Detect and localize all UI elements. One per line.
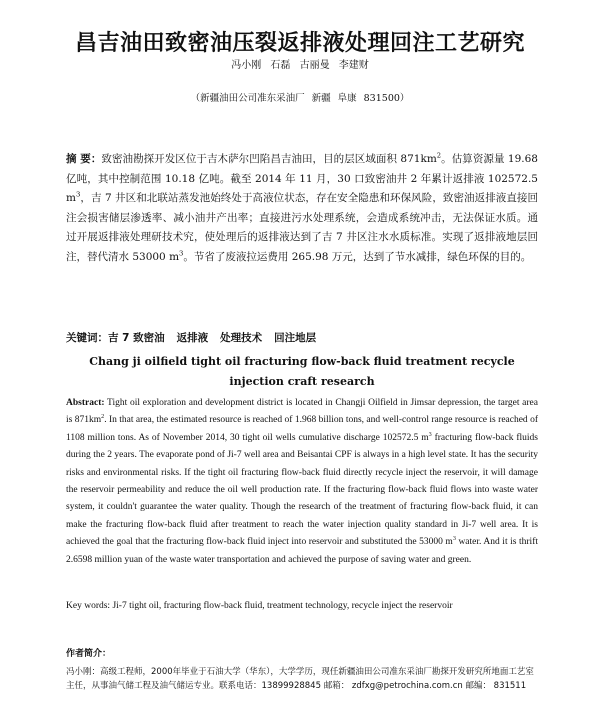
abstract-english-text: Tight oil exploration and development district is located in Changji Oilfield in Jimsar depression, the target area is 871km <box>66 398 538 426</box>
superscript: 3 <box>452 536 456 543</box>
abstract-chinese-text: 。估算资源量 19.68 亿吨，其中控制范围 10.18 亿吨。截至 2014 年 11 月，30 口致密油井 2 年累计返排液 102572.5 m <box>66 153 538 205</box>
abstract-chinese-text: 。节省了废液拉运费用 265.98 万元，达到了节水减排，绿色环保的目的。 <box>183 250 532 263</box>
english-title: Chang ji oilfield tight oil fracturing flow-back fluid treatment recycle injection craft research <box>89 355 515 388</box>
keyword-term: 回注地层 <box>274 332 317 344</box>
abstract-english-text: water. And it is thrift 2.6598 million yuan of the waste water transportation and achieved the purpose of saving water and green. <box>66 537 538 565</box>
author-list: 冯小刚 石磊 古丽曼 李建财 <box>231 60 369 71</box>
keywords-chinese-label: 关键词： <box>66 332 108 344</box>
superscript: 3 <box>428 431 432 438</box>
affiliation: （新疆油田公司准东采油厂 新疆 阜康 831500） <box>190 93 410 104</box>
superscript: 3 <box>179 249 184 258</box>
paper-title: 昌吉油田致密油压裂返排液处理回注工艺研究 <box>74 31 525 56</box>
keyword-term: 返排液 <box>176 332 209 344</box>
abstract-chinese-text: ，吉 7 井区和北联站蒸发池始终处于高液位状态，存在安全隐患和环保风险，致密油返排液直接回注会损害储层渗透率、减小油井产出率；直接进污水处理系统，会造成系统冲击，无法保证水质。通过开展返排液处理研技术究，使处理后的返排液达到了吉 7 井区注水水质标准。实现了返排液地层回注，替代清水 53000 m <box>66 192 538 263</box>
keyword-term: 吉 7 致密油 <box>108 332 165 344</box>
abstract-chinese-text: 致密油勘探开发区位于吉木萨尔凹陷昌吉油田，目的层区域面积 871km <box>101 153 437 165</box>
superscript: 2 <box>436 151 442 160</box>
keywords-english: Key words: Ji-7 tight oil, fracturing flow-back fluid, treatment technology, recycle inject the reservoir <box>66 601 453 611</box>
keywords-chinese <box>66 330 538 345</box>
abstract-english-label: Abstract: <box>66 398 105 408</box>
abstract-english-text: . In that area, the estimated resource is reached of 1.968 billion tons, and well-control range resource is reached of 1108 million tons. As of November 2014, 30 tight oil wells cumulative discharge 102572.5 m <box>66 415 538 443</box>
keyword-term: 处理技术 <box>220 332 263 344</box>
abstract-chinese <box>66 150 538 268</box>
abstract-english <box>66 395 538 569</box>
abstract-english-text: fracturing flow-back fluids during the 2 years. The evaporate pond of Ji-7 well area and Beisantai CPF is always in a high level state. It has the security risks and environmental risks. If the tight oil fracturing flow-back fluid directly recycle inject the reservoir, it will damage the reservoir permeability and reduce the oil well production rate. If the fracturing flow-back fluid flows into waste water system, it couldn't guarantee the water quality. Though the research of the treatment of fracturing flow-back fluid, it can make the fracturing flow-back fluid after treatment to reach the water injection quality standard in Ji-7 well area. It is achieved the goal that the fracturing flow-back fluid inject into reservoir and substituted the 53000 m <box>66 432 538 548</box>
abstract-chinese-label: 摘 要： <box>66 153 102 165</box>
author-bio-heading: 作者简介： <box>66 649 112 659</box>
author-bio-text: 冯小刚：高级工程师，2000年毕业于石油大学（华东），大学学历，现任新疆油田公司准东采油厂勘探开发研究所地面工艺室主任，从事油气储工程及油气储运专业。联系电话：13899928845 邮箱： zdfxg@petrochina.com.cn 邮编： 831511 <box>66 667 534 691</box>
superscript: 3 <box>75 190 81 199</box>
superscript: 2 <box>101 414 105 421</box>
